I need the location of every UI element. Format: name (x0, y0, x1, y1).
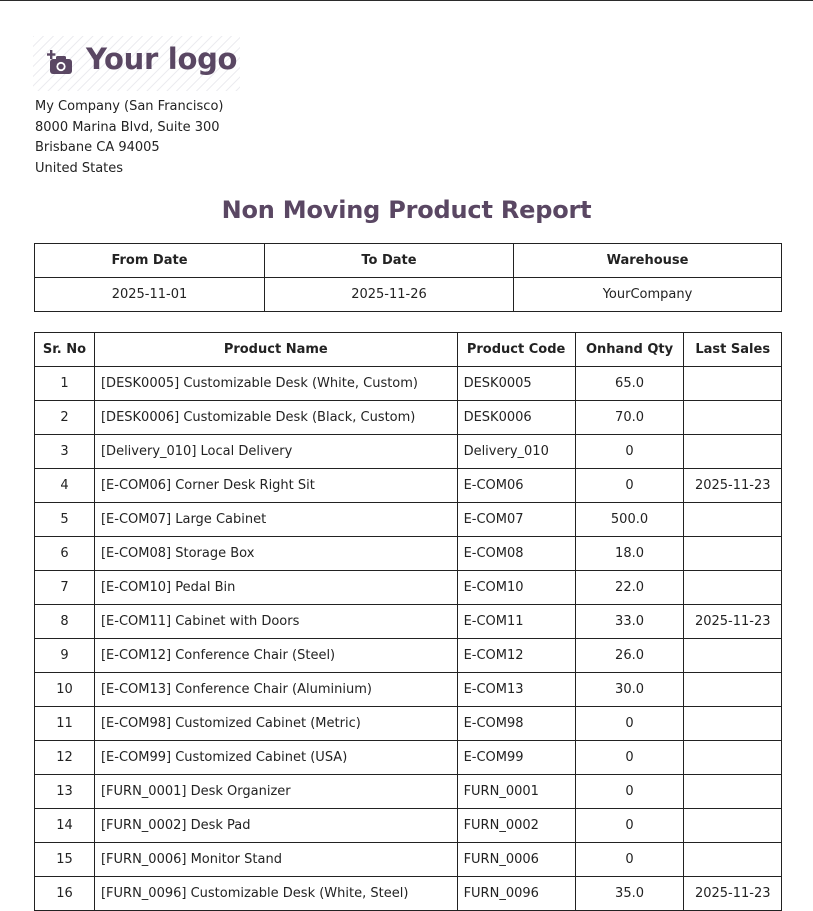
warehouse-header: Warehouse (514, 244, 782, 278)
product-name-cell: [FURN_0096] Customizable Desk (White, Steel) (94, 877, 457, 911)
onhand-qty-cell: 0 (575, 843, 684, 877)
product-code-cell: E-COM10 (457, 571, 575, 605)
product-name-cell: [E-COM07] Large Cabinet (94, 503, 457, 537)
product-code-cell: E-COM11 (457, 605, 575, 639)
from-date-header: From Date (35, 244, 265, 278)
onhand-qty-cell: 35.0 (575, 877, 684, 911)
product-name-cell: [E-COM98] Customized Cabinet (Metric) (94, 707, 457, 741)
report-title: Non Moving Product Report (221, 196, 592, 224)
product-name-cell: [E-COM99] Customized Cabinet (USA) (94, 741, 457, 775)
product-name-cell: [FURN_0001] Desk Organizer (94, 775, 457, 809)
last-sales-cell (684, 503, 782, 537)
onhand-qty-cell: 0 (575, 775, 684, 809)
last-sales-cell (684, 809, 782, 843)
page-top-border (0, 0, 813, 1)
table-row (35, 537, 782, 571)
product-code-cell: E-COM06 (457, 469, 575, 503)
company-country: United States (35, 160, 124, 176)
product-name-cell: [E-COM12] Conference Chair (Steel) (94, 639, 457, 673)
last-sales-cell: 2025-11-23 (684, 605, 782, 639)
table-row (35, 605, 782, 639)
company-name: My Company (San Francisco) (35, 99, 224, 114)
last-sales-cell: 2025-11-23 (684, 877, 782, 911)
product-code-cell: FURN_0001 (457, 775, 575, 809)
col-header-sr-no: Sr. No (35, 333, 95, 367)
last-sales-cell (684, 401, 782, 435)
filter-header-row (35, 244, 782, 278)
product-code-cell: E-COM98 (457, 707, 575, 741)
col-header-product-code: Product Code (457, 333, 575, 367)
sr-no-cell: 9 (35, 639, 95, 673)
filter-value-row (35, 278, 782, 312)
product-name-cell: [Delivery_010] Local Delivery (94, 435, 457, 469)
table-row (35, 435, 782, 469)
sr-no-cell: 14 (35, 809, 95, 843)
product-name-cell: [FURN_0002] Desk Pad (94, 809, 457, 843)
sr-no-cell: 15 (35, 843, 95, 877)
table-row (35, 639, 782, 673)
company-street: 8000 Marina Blvd, Suite 300 (35, 119, 220, 135)
product-table-header-row (35, 333, 782, 367)
onhand-qty-cell: 0 (575, 707, 684, 741)
last-sales-cell (684, 775, 782, 809)
onhand-qty-cell: 0 (575, 435, 684, 469)
product-name-cell: [DESK0006] Customizable Desk (Black, Custom) (94, 401, 457, 435)
onhand-qty-cell: 30.0 (575, 673, 684, 707)
col-header-product-name: Product Name (94, 333, 457, 367)
report-filter-table (34, 243, 782, 312)
camera-plus-icon (47, 50, 75, 76)
table-row (35, 775, 782, 809)
sr-no-cell: 4 (35, 469, 95, 503)
product-name-cell: [E-COM13] Conference Chair (Aluminium) (94, 673, 457, 707)
last-sales-cell (684, 639, 782, 673)
table-row (35, 707, 782, 741)
onhand-qty-cell: 65.0 (575, 367, 684, 401)
col-header-last-sales: Last Sales (684, 333, 782, 367)
onhand-qty-cell: 500.0 (575, 503, 684, 537)
onhand-qty-cell: 33.0 (575, 605, 684, 639)
product-name-cell: [FURN_0006] Monitor Stand (94, 843, 457, 877)
table-row (35, 469, 782, 503)
from-date-value: 2025-11-01 (35, 278, 265, 312)
product-name-cell: [E-COM06] Corner Desk Right Sit (94, 469, 457, 503)
table-row (35, 367, 782, 401)
last-sales-cell (684, 741, 782, 775)
col-header-onhand-qty: Onhand Qty (575, 333, 684, 367)
sr-no-cell: 13 (35, 775, 95, 809)
sr-no-cell: 6 (35, 537, 95, 571)
last-sales-cell (684, 673, 782, 707)
sr-no-cell: 1 (35, 367, 95, 401)
table-row (35, 401, 782, 435)
product-code-cell: FURN_0006 (457, 843, 575, 877)
last-sales-cell (684, 367, 782, 401)
onhand-qty-cell: 0 (575, 741, 684, 775)
product-name-cell: [E-COM10] Pedal Bin (94, 571, 457, 605)
sr-no-cell: 11 (35, 707, 95, 741)
product-code-cell: DESK0005 (457, 367, 575, 401)
sr-no-cell: 3 (35, 435, 95, 469)
onhand-qty-cell: 22.0 (575, 571, 684, 605)
table-row (35, 571, 782, 605)
sr-no-cell: 5 (35, 503, 95, 537)
onhand-qty-cell: 18.0 (575, 537, 684, 571)
product-code-cell: E-COM08 (457, 537, 575, 571)
sr-no-cell: 7 (35, 571, 95, 605)
last-sales-cell (684, 571, 782, 605)
sr-no-cell: 2 (35, 401, 95, 435)
company-city: Brisbane CA 94005 (35, 140, 160, 156)
last-sales-cell: 2025-11-23 (684, 469, 782, 503)
product-code-cell: E-COM12 (457, 639, 575, 673)
sr-no-cell: 12 (35, 741, 95, 775)
onhand-qty-cell: 26.0 (575, 639, 684, 673)
product-name-cell: [E-COM08] Storage Box (94, 537, 457, 571)
sr-no-cell: 10 (35, 673, 95, 707)
company-address (35, 97, 223, 179)
table-row (35, 809, 782, 843)
onhand-qty-cell: 0 (575, 809, 684, 843)
product-name-cell: [E-COM11] Cabinet with Doors (94, 605, 457, 639)
warehouse-value: YourCompany (514, 278, 782, 312)
product-table-body (35, 367, 782, 911)
product-code-cell: E-COM99 (457, 741, 575, 775)
last-sales-cell (684, 537, 782, 571)
product-code-cell: FURN_0002 (457, 809, 575, 843)
product-table (34, 332, 782, 911)
last-sales-cell (684, 435, 782, 469)
product-code-cell: E-COM07 (457, 503, 575, 537)
to-date-header: To Date (265, 244, 514, 278)
table-row (35, 673, 782, 707)
product-code-cell: DESK0006 (457, 401, 575, 435)
table-row (35, 843, 782, 877)
company-logo (33, 36, 240, 91)
table-row (35, 741, 782, 775)
table-row (35, 503, 782, 537)
product-code-cell: Delivery_010 (457, 435, 575, 469)
table-row (35, 877, 782, 911)
product-name-cell: [DESK0005] Customizable Desk (White, Custom) (94, 367, 457, 401)
to-date-value: 2025-11-26 (265, 278, 514, 312)
product-code-cell: FURN_0096 (457, 877, 575, 911)
sr-no-cell: 8 (35, 605, 95, 639)
last-sales-cell (684, 707, 782, 741)
logo-text: Your logo (86, 42, 238, 76)
onhand-qty-cell: 70.0 (575, 401, 684, 435)
product-code-cell: E-COM13 (457, 673, 575, 707)
last-sales-cell (684, 843, 782, 877)
onhand-qty-cell: 0 (575, 469, 684, 503)
sr-no-cell: 16 (35, 877, 95, 911)
